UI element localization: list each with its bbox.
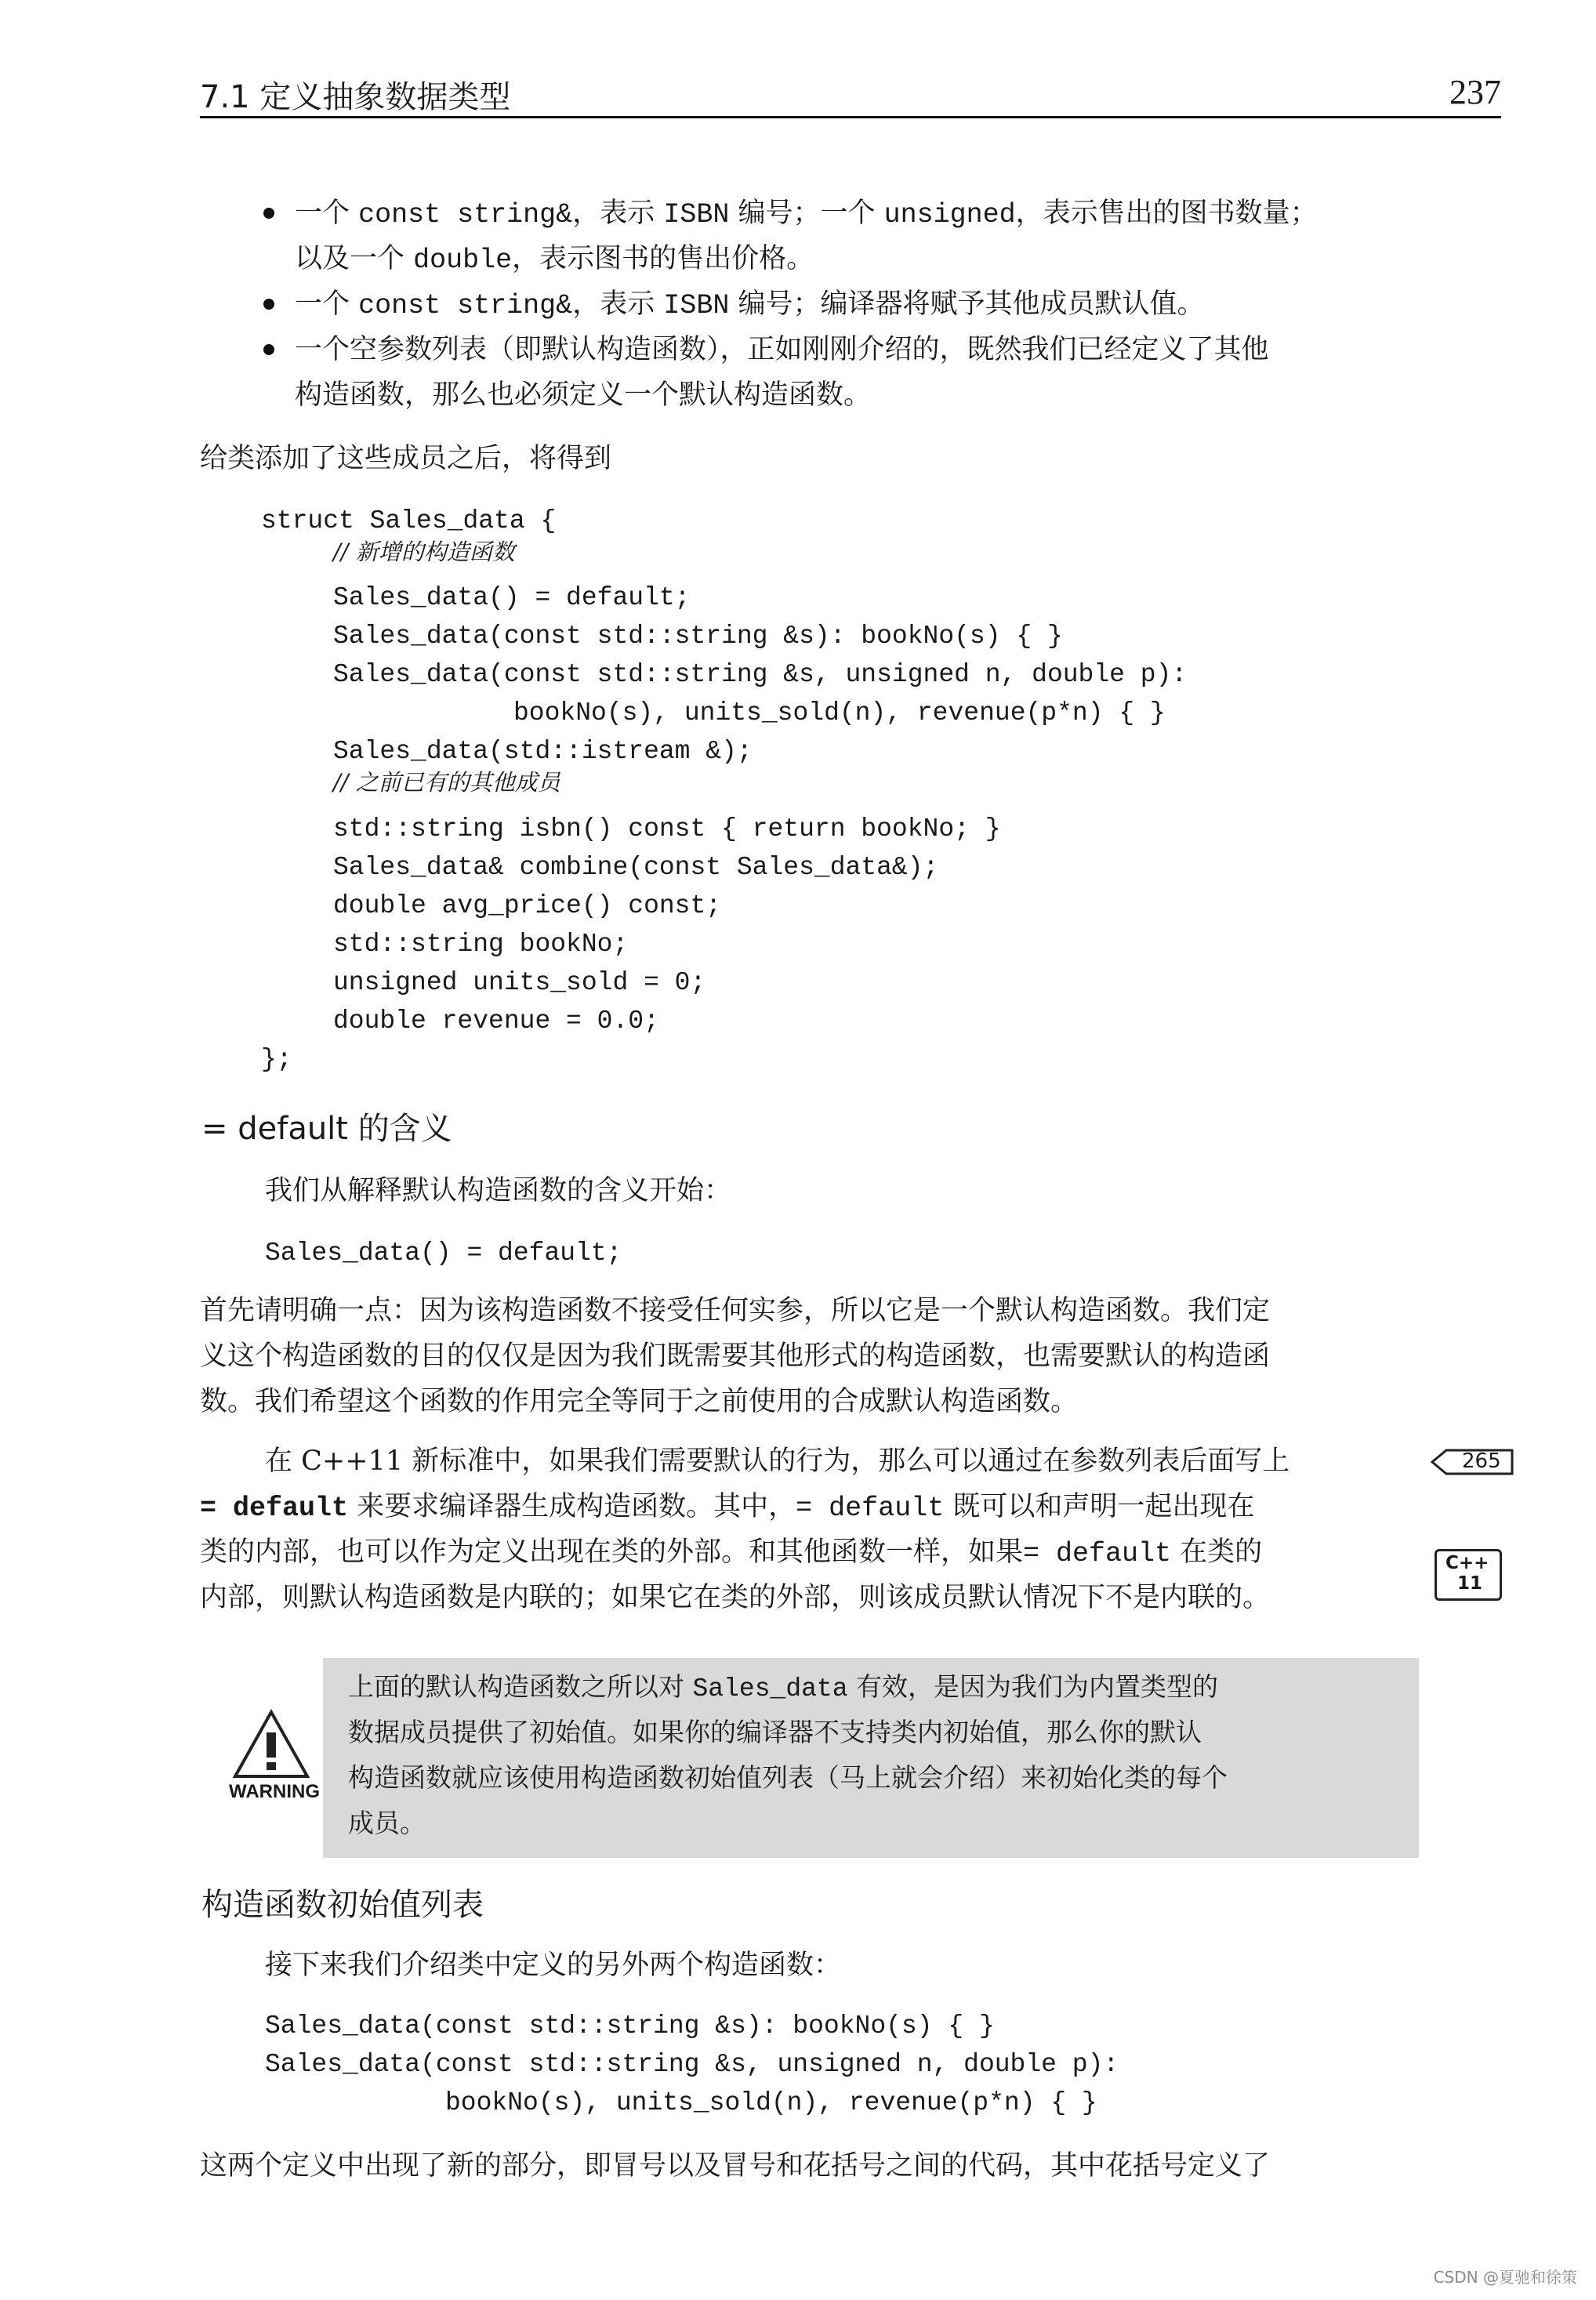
text: 来要求编译器生成构造函数。其中， bbox=[348, 1491, 796, 1522]
text: 一个 bbox=[295, 288, 359, 320]
code-inline: const string& bbox=[358, 199, 573, 230]
code-line: double revenue = 0.0; bbox=[333, 1007, 659, 1036]
section-heading: 构造函数初始值列表 bbox=[201, 1887, 484, 1923]
code-line: Sales_data& combine(const Sales_data&); bbox=[333, 853, 939, 882]
bullet-2 bbox=[295, 281, 1204, 328]
code-inline: = default bbox=[796, 1493, 945, 1524]
code-line: struct Sales_data { bbox=[261, 506, 557, 535]
code-line: bookNo(s), units_sold(n), revenue(p*n) { } bbox=[513, 698, 1166, 727]
text: 既可以和声明一起出现在 bbox=[944, 1491, 1255, 1522]
code-inline: const string& bbox=[358, 290, 573, 321]
page-ref-tag bbox=[1431, 1449, 1515, 1475]
text: 编号；编译器将赋予其他成员默认值。 bbox=[729, 288, 1205, 320]
warning-line: 构造函数就应该使用构造函数初始值列表（马上就会介绍）来初始化类的每个 bbox=[348, 1762, 1228, 1793]
text: 一个 bbox=[295, 198, 359, 229]
code-line: unsigned units_sold = 0; bbox=[333, 968, 706, 997]
warning-box bbox=[323, 1658, 1419, 1858]
code-line: double avg_price() const; bbox=[333, 891, 722, 920]
header-rule bbox=[200, 116, 1501, 118]
cpp-version: 11 bbox=[1457, 1573, 1483, 1594]
intro-text: 给类添加了这些成员之后，将得到 bbox=[200, 443, 612, 474]
warning-line bbox=[348, 1664, 1218, 1712]
section-heading: = default 的含义 bbox=[201, 1111, 452, 1147]
page-number: 237 bbox=[1449, 73, 1501, 111]
code-inline: = default bbox=[1023, 1538, 1172, 1569]
text: 上面的默认构造函数之所以对 bbox=[348, 1671, 693, 1702]
code-comment: // 之前已有的其他成员 bbox=[333, 769, 560, 796]
text: ，表示 bbox=[572, 198, 664, 229]
code-inline: unsigned bbox=[883, 199, 1016, 230]
text: 编号；一个 bbox=[729, 198, 884, 229]
bullet-dot bbox=[263, 208, 274, 219]
text: ，表示售出的图书数量； bbox=[1015, 198, 1318, 229]
code-inline: Sales_data bbox=[692, 1674, 848, 1703]
bullet-1-line-1 bbox=[295, 190, 1318, 238]
code-inline: double bbox=[413, 245, 513, 276]
warning-label: WARNING bbox=[229, 1781, 320, 1802]
code-line: Sales_data() = default; bbox=[265, 1239, 622, 1268]
code-line: Sales_data(const std::string &s, unsigned n, double p): bbox=[333, 660, 1188, 689]
code-inline: ISBN bbox=[663, 290, 730, 321]
bullet-dot bbox=[263, 299, 274, 310]
paragraph-line: 首先请明确一点：因为该构造函数不接受任何实参，所以它是一个默认构造函数。我们定 bbox=[200, 1295, 1271, 1326]
cpp-label: C++ bbox=[1445, 1553, 1489, 1573]
section-intro: 我们从解释默认构造函数的含义开始： bbox=[265, 1175, 732, 1206]
text: 以及一个 bbox=[295, 243, 414, 274]
cpp11-badge bbox=[1435, 1549, 1502, 1601]
code-line: Sales_data(const std::string &s, unsigned n, double p): bbox=[265, 2050, 1119, 2079]
warning-icon bbox=[232, 1709, 310, 1779]
code-bold: = default bbox=[200, 1493, 349, 1524]
paragraph-line: 在 C++11 新标准中，如果我们需要默认的行为，那么可以通过在参数列表后面写上 bbox=[265, 1446, 1290, 1477]
bullet-3-line-1: 一个空参数列表（即默认构造函数），正如刚刚介绍的，既然我们已经定义了其他 bbox=[295, 334, 1269, 365]
warning-line: 成员。 bbox=[348, 1808, 426, 1838]
text: 有效，是因为我们为内置类型的 bbox=[847, 1671, 1219, 1702]
code-comment: // 新增的构造函数 bbox=[333, 539, 515, 565]
code-line: Sales_data() = default; bbox=[333, 583, 691, 612]
text: ，表示 bbox=[572, 288, 664, 320]
warning-line: 数据成员提供了初始值。如果你的编译器不支持类内初始值，那么你的默认 bbox=[348, 1717, 1202, 1747]
code-inline: ISBN bbox=[663, 199, 730, 230]
text: 类的内部，也可以作为定义出现在类的外部。和其他函数一样，如果 bbox=[200, 1536, 1024, 1568]
section-header: 7.1 定义抽象数据类型 bbox=[200, 79, 511, 115]
code-line: bookNo(s), units_sold(n), revenue(p*n) { } bbox=[445, 2088, 1097, 2117]
code-line: }; bbox=[261, 1045, 292, 1074]
text: ，表示图书的售出价格。 bbox=[512, 243, 814, 274]
paragraph-line bbox=[200, 1484, 1254, 1531]
paragraph-line: 数。我们希望这个函数的作用完全等同于之前使用的合成默认构造函数。 bbox=[200, 1386, 1079, 1417]
warning-triangle-icon bbox=[232, 1709, 310, 1779]
bullet-dot bbox=[263, 344, 274, 355]
bullet-1-line-2 bbox=[295, 236, 814, 283]
paragraph-line bbox=[200, 1529, 1262, 1576]
bullet-3-line-2: 构造函数，那么也必须定义一个默认构造函数。 bbox=[295, 379, 872, 411]
code-line: Sales_data(const std::string &s): bookNo(s) { } bbox=[333, 622, 1063, 651]
paragraph-line: 这两个定义中出现了新的部分，即冒号以及冒号和花括号之间的代码，其中花括号定义了 bbox=[200, 2150, 1271, 2182]
page-ref-number: 265 bbox=[1462, 1449, 1501, 1473]
paragraph-line: 内部，则默认构造函数是内联的；如果它在类的外部，则该成员默认情况下不是内联的。 bbox=[200, 1582, 1271, 1613]
paragraph-line: 义这个构造函数的目的仅仅是因为我们既需要其他形式的构造函数，也需要默认的构造函 bbox=[200, 1340, 1271, 1372]
code-line: Sales_data(std::istream &); bbox=[333, 737, 753, 766]
code-line: Sales_data(const std::string &s): bookNo(s) { } bbox=[265, 2012, 995, 2041]
watermark: CSDN @夏驰和徐策 bbox=[1433, 2268, 1577, 2287]
code-line: std::string isbn() const { return bookNo; } bbox=[333, 814, 1001, 843]
text: 在类的 bbox=[1171, 1536, 1263, 1568]
code-line: std::string bookNo; bbox=[333, 930, 629, 959]
section-intro: 接下来我们介绍类中定义的另外两个构造函数： bbox=[265, 1950, 842, 1981]
